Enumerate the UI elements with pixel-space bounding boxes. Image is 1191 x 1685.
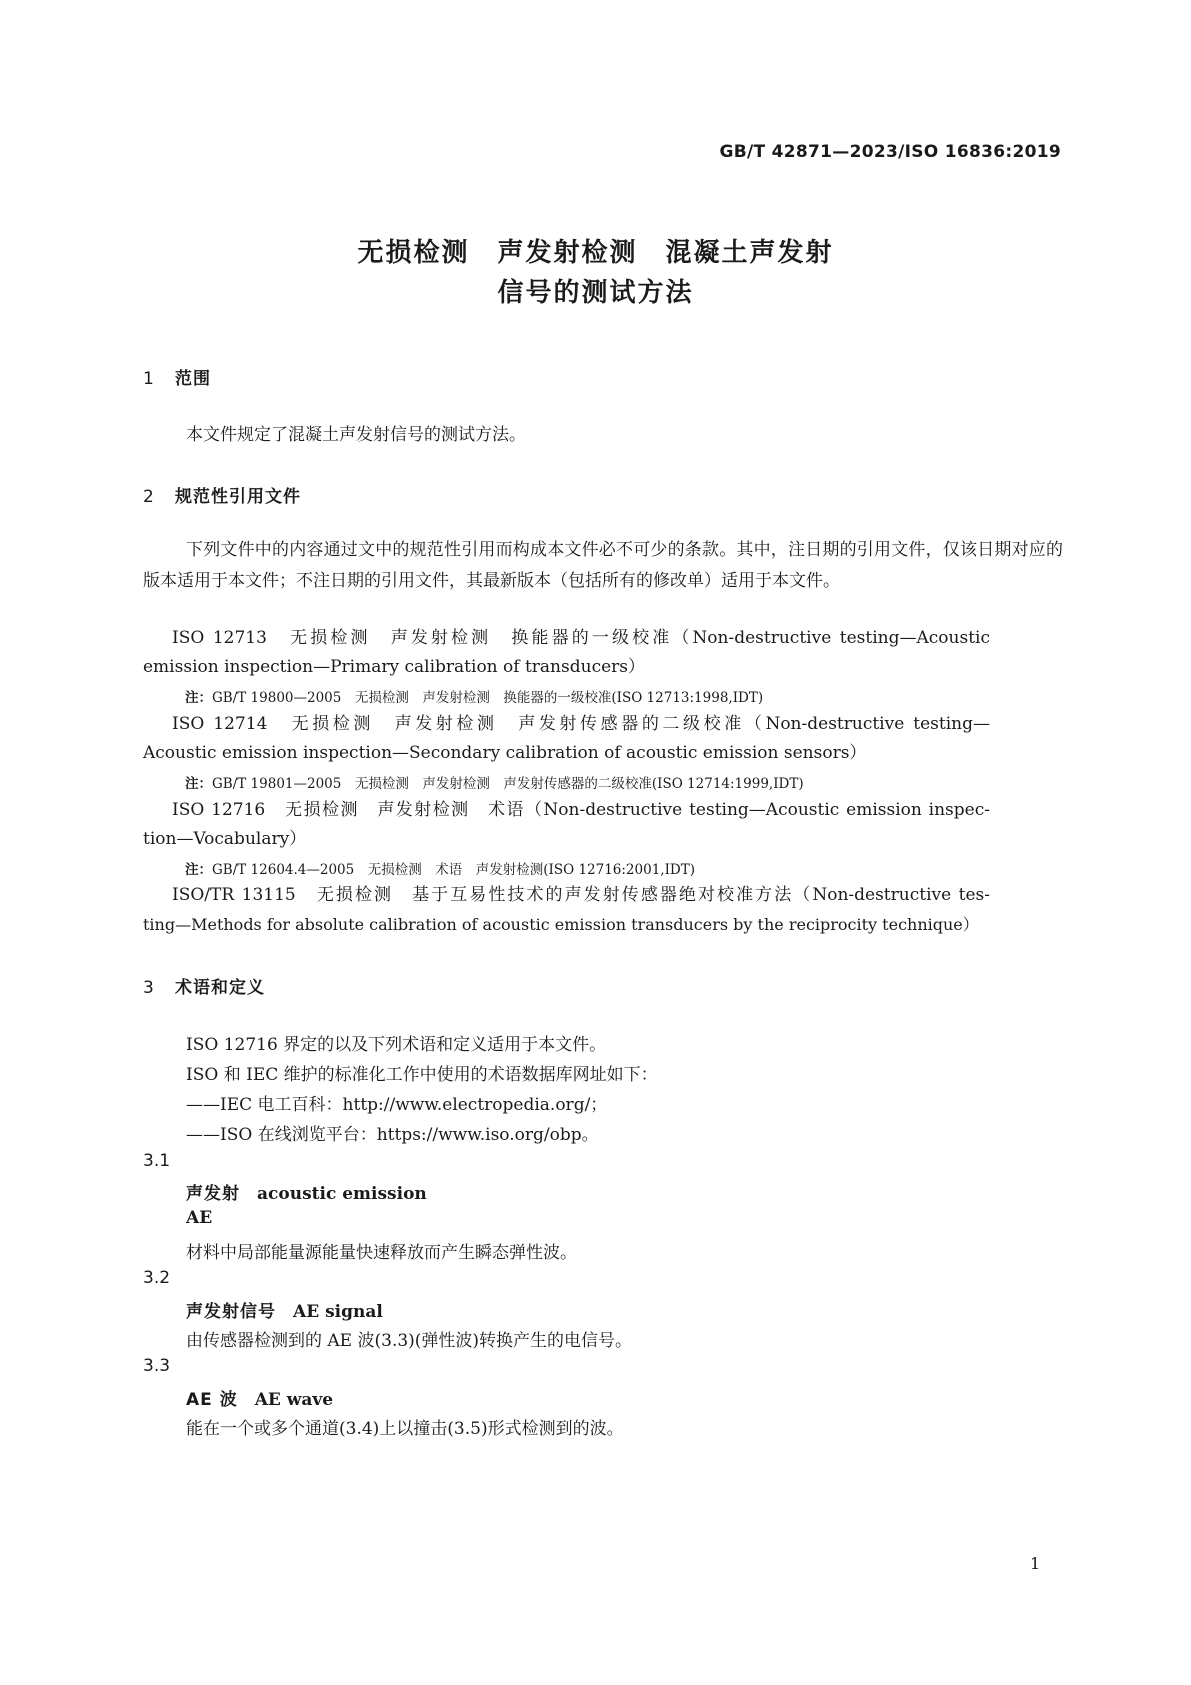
term-3-3-definition: 能在一个或多个通道(3.4)上以撞击(3.5)形式检测到的波。 <box>186 1419 624 1439</box>
term-3-2-number: 3.2 <box>143 1268 171 1288</box>
term-3-1-title: 声发射 acoustic emission <box>186 1184 427 1204</box>
section-2-intro: 下列文件中的内容通过文中的规范性引用而构成本文件必不可少的条款。其中，注日期的引用文件，仅该日期对应的版本适用于本文件；不注日期的引用文件，其最新版本（包括所有的修改单）适用于本文件。 <box>143 540 1063 591</box>
ref-1-note: 注：GB/T 19800—2005 无损检测 声发射检测 换能器的一级校准(ISO 12713:1998,IDT) <box>185 690 764 706</box>
section-3-line-3: ——IEC 电工百科：http://www.electropedia.org/； <box>186 1095 608 1115</box>
section-3-line-1: ISO 12716 界定的以及下列术语和定义适用于本文件。 <box>186 1035 607 1055</box>
ref-2-note: 注：GB/T 19801—2005 无损检测 声发射检测 声发射传感器的二级校准(ISO 12714:1999,IDT) <box>185 776 804 792</box>
term-3-2-definition: 由传感器检测到的 AE 波(3.3)(弹性波)转换产生的电信号。 <box>186 1331 633 1351</box>
ref-3-line-2: tion—Vocabulary） <box>143 829 307 849</box>
term-3-1-abbr: AE <box>186 1208 213 1228</box>
ref-4-line-2: ting—Methods for absolute calibration of acoustic emission transducers by the reciprocity technique） <box>143 915 979 934</box>
standard-id: GB/T 42871—2023/ISO 16836:2019 <box>719 142 1061 162</box>
term-3-1-definition: 材料中局部能量源能量快速释放而产生瞬态弹性波。 <box>186 1243 577 1263</box>
section-1-heading: 1 范围 <box>143 369 211 389</box>
section-2-heading: 2 规范性引用文件 <box>143 487 301 507</box>
title-line-2: 信号的测试方法 <box>497 278 694 308</box>
section-1-body: 本文件规定了混凝土声发射信号的测试方法。 <box>186 425 526 445</box>
ref-4-line-1: ISO/TR 13115 无损检测 基于互易性技术的声发射传感器绝对校准方法（Non-destructive tes- <box>172 885 990 905</box>
ref-3-note: 注：GB/T 12604.4—2005 无损检测 术语 声发射检测(ISO 12716:2001,IDT) <box>185 862 696 878</box>
ref-2-line-1: ISO 12714 无损检测 声发射检测 声发射传感器的二级校准（Non-destructive testing— <box>172 714 990 734</box>
ref-2-line-2: Acoustic emission inspection—Secondary calibration of acoustic emission sensors） <box>143 743 867 763</box>
title-line-1: 无损检测 声发射检测 混凝土声发射 <box>357 238 834 268</box>
section-3-heading: 3 术语和定义 <box>143 978 265 998</box>
page-number: 1 <box>1030 1554 1041 1573</box>
term-3-3-number: 3.3 <box>143 1356 171 1376</box>
term-3-2-title: 声发射信号 AE signal <box>186 1302 383 1322</box>
ref-1-line-2: emission inspection—Primary calibration of transducers） <box>143 657 645 677</box>
term-3-3-title: AE 波 AE wave <box>186 1390 334 1410</box>
section-3-line-2: ISO 和 IEC 维护的标准化工作中使用的术语数据库网址如下： <box>186 1065 658 1085</box>
ref-1-line-1: ISO 12713 无损检测 声发射检测 换能器的一级校准（Non-destructive testing—Acoustic <box>172 628 990 648</box>
section-3-line-4: ——ISO 在线浏览平台：https://www.iso.org/obp。 <box>186 1125 599 1145</box>
term-3-1-number: 3.1 <box>143 1151 171 1171</box>
ref-3-line-1: ISO 12716 无损检测 声发射检测 术语（Non-destructive testing—Acoustic emission inspec- <box>172 800 990 820</box>
